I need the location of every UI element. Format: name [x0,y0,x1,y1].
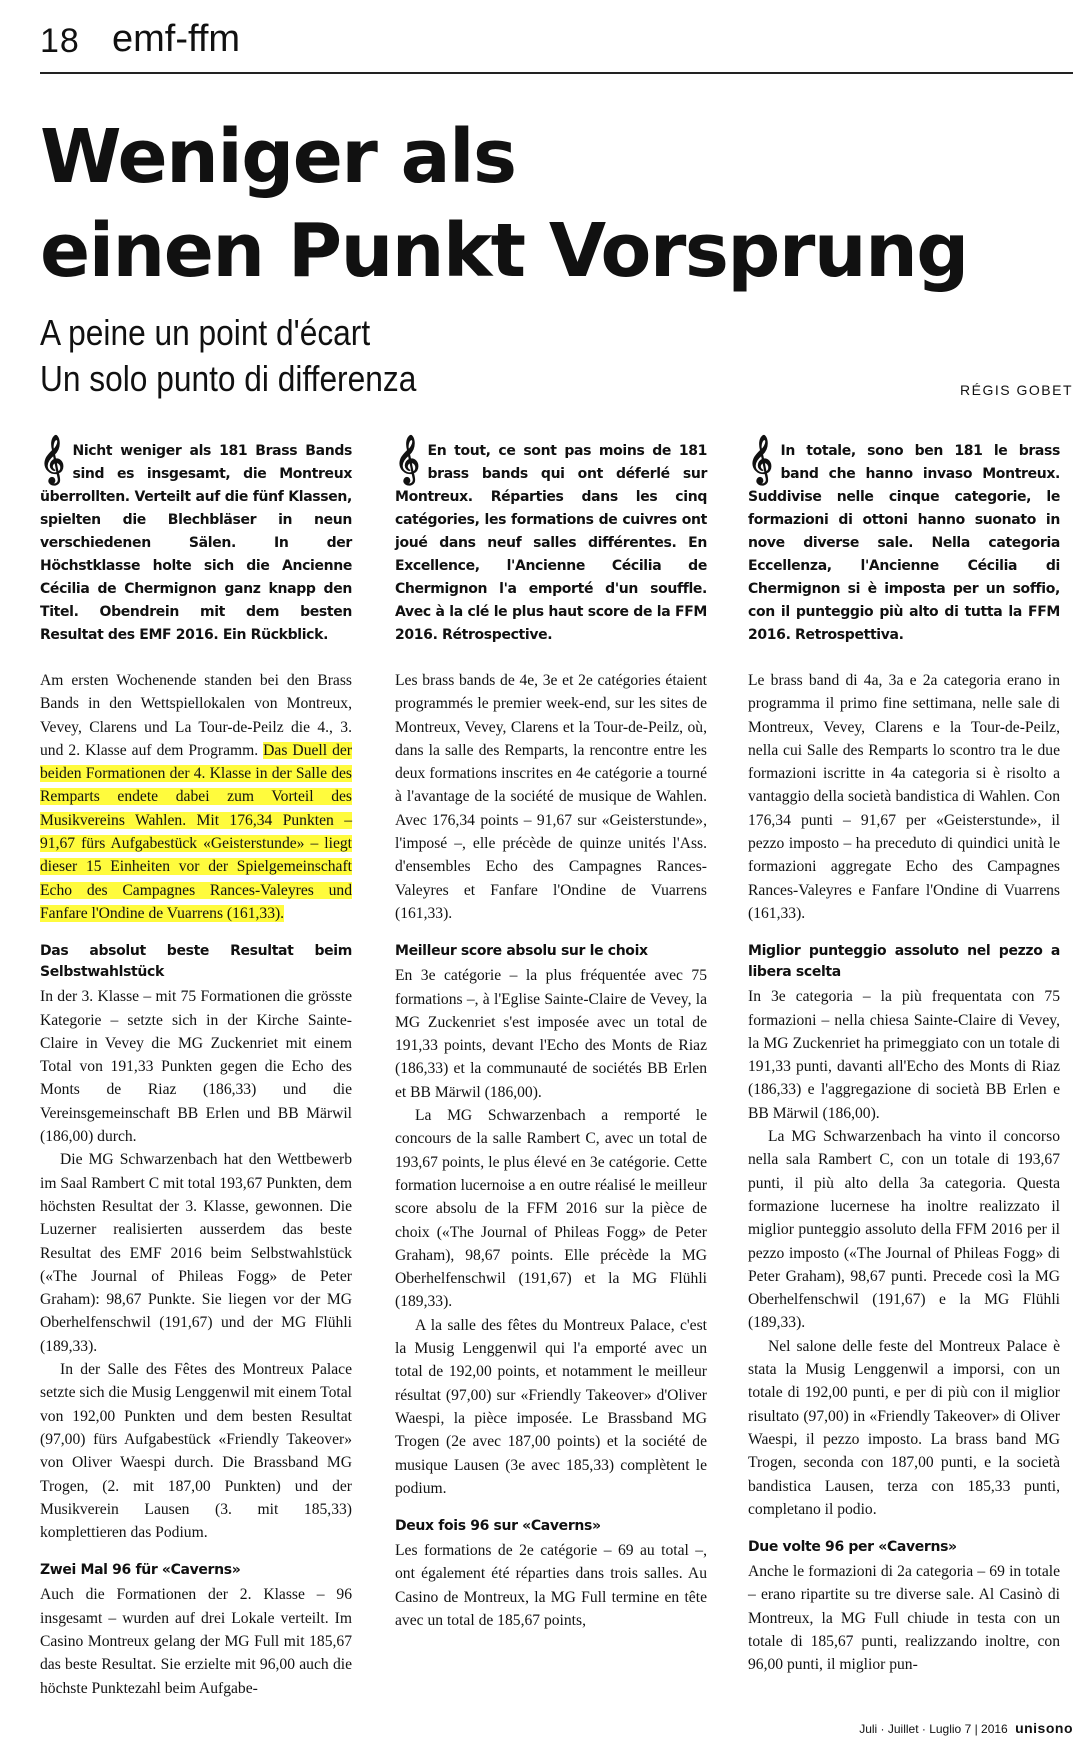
lead-text: In totale, sono ben 181 le brass band che hanno invaso Montreux. Suddivise nelle cinque categorie, le formazioni di ottoni hanno suonato in nove diverse sale. Nella categoria Eccellenza, l'Ancienne Cécilia di Chermignon si è imposta per un soffio, con il punteggio più alto di tutta la FFM 2016. Retrospettiva. [748,443,1060,643]
paragraph: Die MG Schwarzenbach hat den Wettbewerb im Saal Rambert C mit total 193,67 Punkten, dem höchsten Resultat der 3. Klasse, gewonnen. Die Luzerner realisierten ausserdem das beste Resultat des EMF 2016 beim Selbstwahlstück («The Journal of Phileas Fogg» de Peter Graham): 98,67 Punkte. Sie liegen vor der MG Oberhelfenschwil (191,67) und der MG Flühli (189,33). [40,1151,352,1355]
lead-paragraph [748,434,1060,647]
headline-line-2: einen Punkt Vorsprung [40,208,968,294]
lead-paragraph [395,434,707,647]
paragraph: In der Salle des Fêtes des Montreux Palace setzte sich die Musig Lenggenwil mit einem Total von 192,00 Punkten und dem besten Resultat (97,00) fürs Aufgabestück «Friendly Takeover» von Oliver Waespi durch. Die Brassband MG Trogen, (2. mit 187,00 Punkten) und der Musikverein Lausen (3. mit 185,33) komplettieren das Podium. [40,1361,352,1542]
lead-text: Nicht weniger als 181 Brass Bands sind es insgesamt, die Montreux überrollten. Verteilt auf die fünf Klassen, spielten die Blechbläser in neun verschiedenen Sälen. In der Höchstklasse holte sich die Ancienne Cécilia de Chermignon ganz knapp den Titel. Obendrein mit dem besten Resultat des EMF 2016. Ein Rückblick. [40,443,352,643]
subtitle-italian: Un solo punto di differenza [40,358,417,399]
highlighted-text: Das Duell der beiden Formationen der 4. Klasse in der Salle des Remparts endete dabei zum Vorteil des Musikvereins Wahlen. Mit 176,34 Punkten – 91,67 fürs Aufgabestück «Geisterstunde» – liegt dieser 15 Einheiten vor der Spielgemeinschaft Echo des Campagnes Rances-Valeyres und Fanfare l'Ondine de Vuarrens (161,33). [40,741,352,922]
subheading: Meilleur score absolu sur le choix [395,943,648,960]
paragraph: A la salle des fêtes du Montreux Palace, c'est la Musig Lenggenwil qui l'a emporté avec un total de 192,00 points, et notamment le meilleur résultat (97,00) sur «Friendly Takeover» d'Oliver Waespi, la pièce imposée. Le Brassband MG Trogen (2e avec 187,00 points) et la société de musique Lausen (3e avec 185,33) complètent le podium. [395,1316,707,1497]
paragraph: In 3e categoria – la più frequentata con 75 formazioni – nella chiesa Sainte-Claire di Vevey, la MG Zuckenriet ha primeggiato con un totale di 191,33 punti, davanti all'Echo des Monts di Riaz (186,33) e l'aggregazione di società BB Erlen e BB Märwil (186,00). [748,988,1060,1122]
author-byline: RÉGIS GOBET [960,382,1073,398]
paragraph: In der 3. Klasse – mit 75 Formationen die grösste Kategorie – setzte sich in der Kirche Sainte-Claire in Vevey die MG Zuckenriet mit einem Total von 191,33 Punkten gegen die Echo des Monts de Riaz (186,33) und die Vereinsgemeinschaft BB Erlen und BB Märwil (186,00) durch. [40,988,352,1146]
treble-clef-icon: 𝄞 [748,434,773,483]
paragraph: Le brass band di 4a, 3a e 2a categoria erano in programma il primo fine settimana, nelle sale di Montreux, Vevey, Clarens e la Tour-de-Peilz, nella cui Salle des Remparts lo scontro tra le due formazioni iscritte in 4a categoria si è risolto a vantaggio della società bandistica di Wahlen. Con 176,34 punti – 91,67 per «Geisterstunde», il pezzo imposto – ha preceduto di quindici unità le formazioni aggregate Echo des Campagnes Rances-Valeyres e Fanfare l'Ondine di Vuarrens (161,33). [748,672,1060,922]
section-name: emf-ffm [112,18,241,60]
magazine-brand: unisono [1015,1720,1073,1736]
paragraph: Anche le formazioni di 2a categoria – 69 in totale – erano ripartite su tre diverse sale. Al Casinò di Montreux, la MG Full chiude in testa con un totale di 185,67 punti, realizzando inoltre, con 96,00 punti, il miglior pun- [748,1563,1060,1674]
paragraph: Auch die Formationen der 2. Klasse – 96 insgesamt – wurden auf drei Lokale verteilt. Im Casino Montreux gelang der MG Full mit 185,67 das beste Resultat. Sie erzielte mit 96,00 auch die höchste Punktezahl beim Aufgabe- [40,1586,352,1697]
body-text [40,669,352,1700]
page-number: 18 [40,22,80,60]
column-german [40,434,352,1700]
subheading: Das absolut beste Resultat beim Selbstwahlstück [40,943,352,981]
page-footer [859,1720,1073,1736]
treble-clef-icon: 𝄞 [395,434,420,483]
column-french [395,434,707,1632]
subheading: Miglior punteggio assoluto nel pezzo a libera scelta [748,943,1060,981]
subheading: Zwei Mal 96 für «Caverns» [40,1562,241,1579]
headline-line-1: Weniger als [40,114,516,200]
lead-paragraph [40,434,352,647]
body-text [395,669,707,1632]
column-italian [748,434,1060,1677]
lead-text: En tout, ce sont pas moins de 181 brass bands qui ont déferlé sur Montreux. Réparties dans les cinq catégories, les formations de cuivres ont joué dans neuf salles différentes. En Excellence, l'Ancienne Cécilia de Chermignon l'a emporté d'un souffle. Avec à la clé le plus haut score de la FFM 2016. Rétrospective. [395,443,707,643]
subtitle [40,310,744,402]
issue-date: Juli · Juillet · Luglio 7 | 2016 [859,1722,1008,1736]
subheading: Deux fois 96 sur «Caverns» [395,1518,601,1535]
paragraph: En 3e catégorie – la plus fréquentée avec 75 formations –, à l'Eglise Sainte-Claire de Vevey, la MG Zuckenriet s'est imposée avec un total de 191,33 points, devant l'Echo des Monts de Riaz (186,33) et la communauté de sociétés BB Erlen et BB Märwil (186,00). [395,967,707,1101]
paragraph: Les brass bands de 4e, 3e et 2e catégories étaient programmés le premier week-end, sur les sites de Montreux, Vevey, Clarens et la Tour-de-Peilz, où, dans la salle des Remparts, la rencontre entre les deux formations inscrites en 4e catégorie a tourné à l'avantage de la société de musique de Wahlen. Avec 176,34 points – 91,67 sur «Geisterstunde», l'imposé –, elle précède de quinze unités l'Ass. d'ensembles Echo des Campagnes Rances-Valeyres et Fanfare l'Ondine de Vuarrens (161,33). [395,672,707,922]
paragraph [40,669,352,925]
paragraph: La MG Schwarzenbach ha vinto il concorso nella sala Rambert C, con un totale di 193,67 punti, il più alto della 3a categoria. Questa formazione lucernese ha inoltre realizzato il miglior punteggio assoluto della FFM 2016 per il pezzo imposto («The Journal of Phileas Fogg» di Peter Graham), 98,67 punti. Precede così la MG Oberhelfenschwil (191,67) e la MG Flühli (189,33). [748,1128,1060,1332]
paragraph: La MG Schwarzenbach a remporté le concours de la salle Rambert C, avec un total de 193,67 points, le plus élevé en 3e catégorie. Cette formation lucernoise a en outre réalisé le meilleur score absolu de la FFM 2016 sur la pièce de choix («The Journal of Phileas Fogg» de Peter Graham), 98,67 points. Elle précède la MG Oberhelfenschwil (191,67) et la MG Flühli (189,33). [395,1107,707,1311]
subtitle-french: A peine un point d'écart [40,312,371,353]
paragraph-text: Am ersten Wochenende standen bei den Brass Bands in den Wettspiellokalen von Montreux, Vevey, Clarens und La Tour-de-Peilz die 4., 3. und 2. Klasse auf dem Programm. [40,672,352,759]
paragraph: Nel salone delle feste del Montreux Palace è stata la Musig Lenggenwil a imporsi, con un totale di 192,00 punti, e per di più con il miglior risultato (97,00) in «Friendly Takeover» di Oliver Waespi, il pezzo imposto. La brass band MG Trogen, seconda con 187,00 punti, e la società bandistica Lausen, terza con 185,33 punti, completano il podio. [748,1337,1060,1518]
body-text [748,669,1060,1677]
headline [40,110,1040,298]
subheading: Due volte 96 per «Caverns» [748,1539,957,1556]
treble-clef-icon: 𝄞 [40,434,65,483]
paragraph: Les formations de 2e catégorie – 69 au total –, ont également été réparties dans trois salles. Au Casino de Montreux, la MG Full termine en tête avec un total de 185,67 points, [395,1542,707,1629]
header-divider [40,72,1073,74]
page-header [40,10,1075,62]
